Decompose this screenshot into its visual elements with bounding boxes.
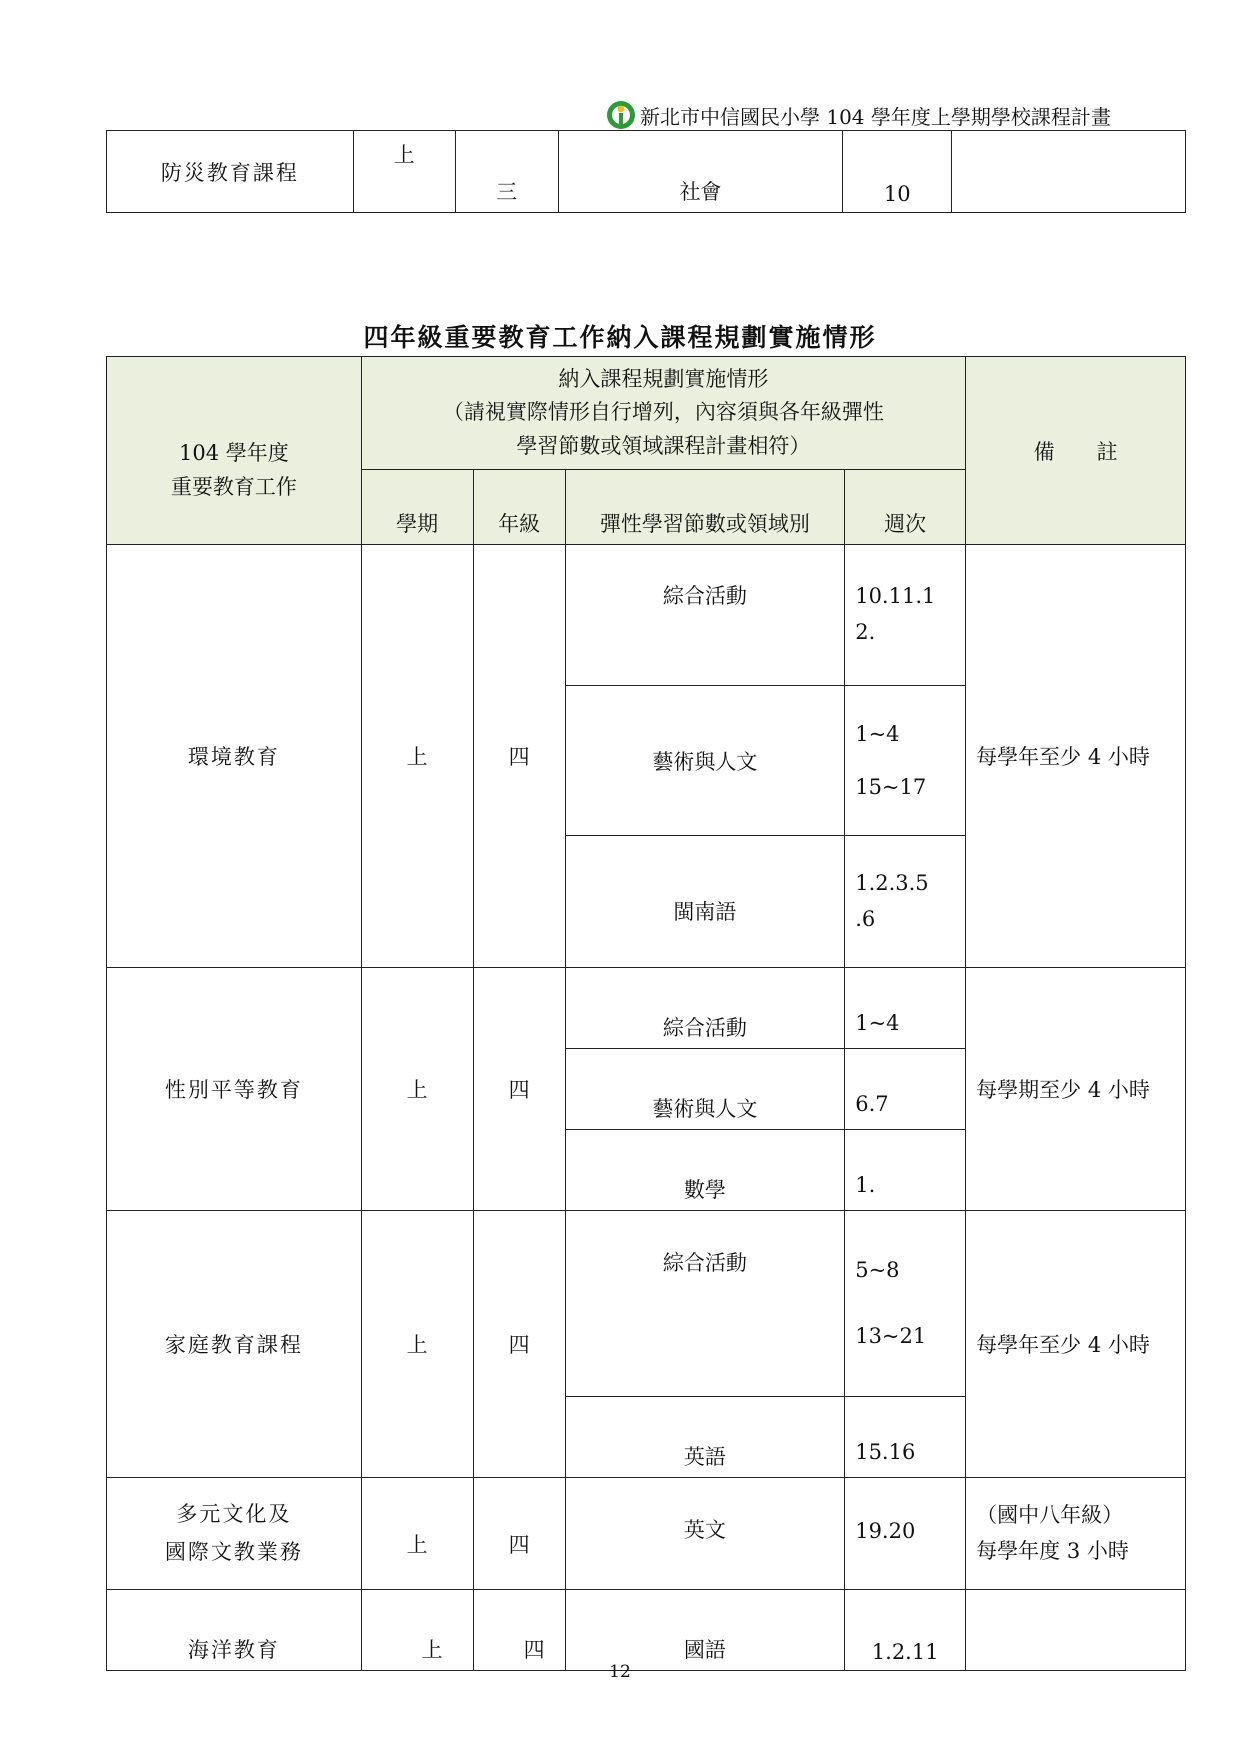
header-weeks: 週次	[845, 470, 966, 545]
table-row	[107, 545, 1186, 686]
grade-cell: 四	[473, 545, 565, 968]
semester-cell: 上	[361, 1211, 473, 1478]
subject-cell: 藝術與人文	[565, 686, 845, 836]
table-row	[107, 131, 1186, 213]
header-year: 104 學年度	[178, 440, 289, 465]
table-row	[107, 968, 1186, 1049]
grade-cell: 三	[455, 131, 558, 213]
school-logo-icon	[606, 100, 636, 130]
item-cell	[107, 1478, 362, 1590]
note-cell	[952, 131, 1186, 213]
header-grade: 年級	[473, 470, 565, 545]
plan-table	[106, 356, 1186, 1671]
semester-cell: 上	[361, 1478, 473, 1590]
subject-cell: 英語	[565, 1397, 845, 1478]
grade-cell: 四	[473, 1211, 565, 1478]
weeks-line: 5~8	[855, 1258, 900, 1283]
weeks-line: 1.2.3.5	[855, 870, 929, 895]
header-item-cell	[107, 357, 362, 545]
subject-cell: 藝術與人文	[565, 1049, 845, 1130]
weeks-line: 2.	[855, 620, 876, 644]
table-row	[107, 1590, 1186, 1671]
subject-cell: 綜合活動	[565, 968, 845, 1049]
header-group-line1: 納入課程規劃實施情形	[558, 366, 769, 391]
header-group-line2: （請視實際情形自行增列，內容須與各年級彈性	[442, 400, 884, 425]
item-cell: 環境教育	[107, 545, 362, 968]
subject-cell: 綜合活動	[565, 545, 845, 686]
note-cell: 每學年至少 4 小時	[966, 1211, 1186, 1478]
subject-cell: 閩南語	[565, 836, 845, 968]
weeks-cell: 15.16	[845, 1397, 966, 1478]
header-subject: 彈性學習節數或領域別	[565, 470, 845, 545]
weeks-cell: 6.7	[845, 1049, 966, 1130]
semester-cell: 上	[353, 131, 455, 213]
item-cell: 家庭教育課程	[107, 1211, 362, 1478]
grade-cell: 四	[473, 968, 565, 1211]
header-row	[107, 357, 1186, 470]
weeks-line: 1~4	[855, 722, 900, 746]
item-cell: 防災教育課程	[107, 131, 354, 213]
subject-cell: 英文	[565, 1478, 845, 1590]
weeks-cell: 1~4	[845, 968, 966, 1049]
weeks-cell: 19.20	[845, 1478, 966, 1590]
subject-cell: 社會	[558, 131, 843, 213]
header-semester: 學期	[361, 470, 473, 545]
weeks-cell: 1.	[845, 1130, 966, 1211]
subject-cell: 綜合活動	[565, 1211, 845, 1397]
item-line: 多元文化及	[176, 1501, 292, 1526]
subject-cell: 數學	[565, 1130, 845, 1211]
subject-cell: 國語	[565, 1590, 845, 1671]
note-cell: 每學年至少 4 小時	[966, 545, 1186, 968]
header-note-cell: 備 註	[966, 357, 1186, 545]
weeks-cell: 10	[843, 131, 952, 213]
page-header	[606, 98, 1111, 132]
item-cell: 海洋教育	[107, 1590, 362, 1671]
continued-table	[106, 130, 1186, 213]
weeks-cell	[845, 1211, 966, 1397]
semester-cell: 上	[361, 1590, 473, 1671]
weeks-cell	[845, 836, 966, 968]
header-group-line3: 學習節數或領域課程計畫相符）	[516, 433, 811, 458]
semester-cell: 上	[361, 968, 473, 1211]
header-group-cell	[361, 357, 965, 470]
grade-cell: 四	[473, 1478, 565, 1590]
weeks-cell	[845, 545, 966, 686]
weeks-cell: 1.2.11	[845, 1590, 966, 1671]
weeks-line: 15~17	[855, 774, 927, 799]
note-cell: 每學期至少 4 小時	[966, 968, 1186, 1211]
grade-cell: 四	[473, 1590, 565, 1671]
weeks-line: 13~21	[855, 1323, 927, 1348]
page-number: 12	[609, 1662, 631, 1682]
table-row	[107, 1478, 1186, 1590]
note-cell	[966, 1478, 1186, 1590]
header-item-label: 重要教育工作	[170, 474, 297, 499]
item-cell: 性別平等教育	[107, 968, 362, 1211]
note-line: （國中八年級）	[976, 1502, 1124, 1527]
item-line: 國際文教業務	[164, 1539, 303, 1564]
weeks-line: 10.11.1	[855, 584, 936, 609]
section-title: 四年級重要教育工作納入課程規劃實施情形	[363, 323, 877, 352]
weeks-line: .6	[855, 906, 876, 931]
note-cell	[966, 1590, 1186, 1671]
note-line: 每學年度 3 小時	[976, 1538, 1129, 1563]
semester-cell: 上	[361, 545, 473, 968]
weeks-cell	[845, 686, 966, 836]
header-text: 新北市中信國民小學 104 學年度上學期學校課程計畫	[640, 104, 1111, 129]
table-row	[107, 1211, 1186, 1397]
